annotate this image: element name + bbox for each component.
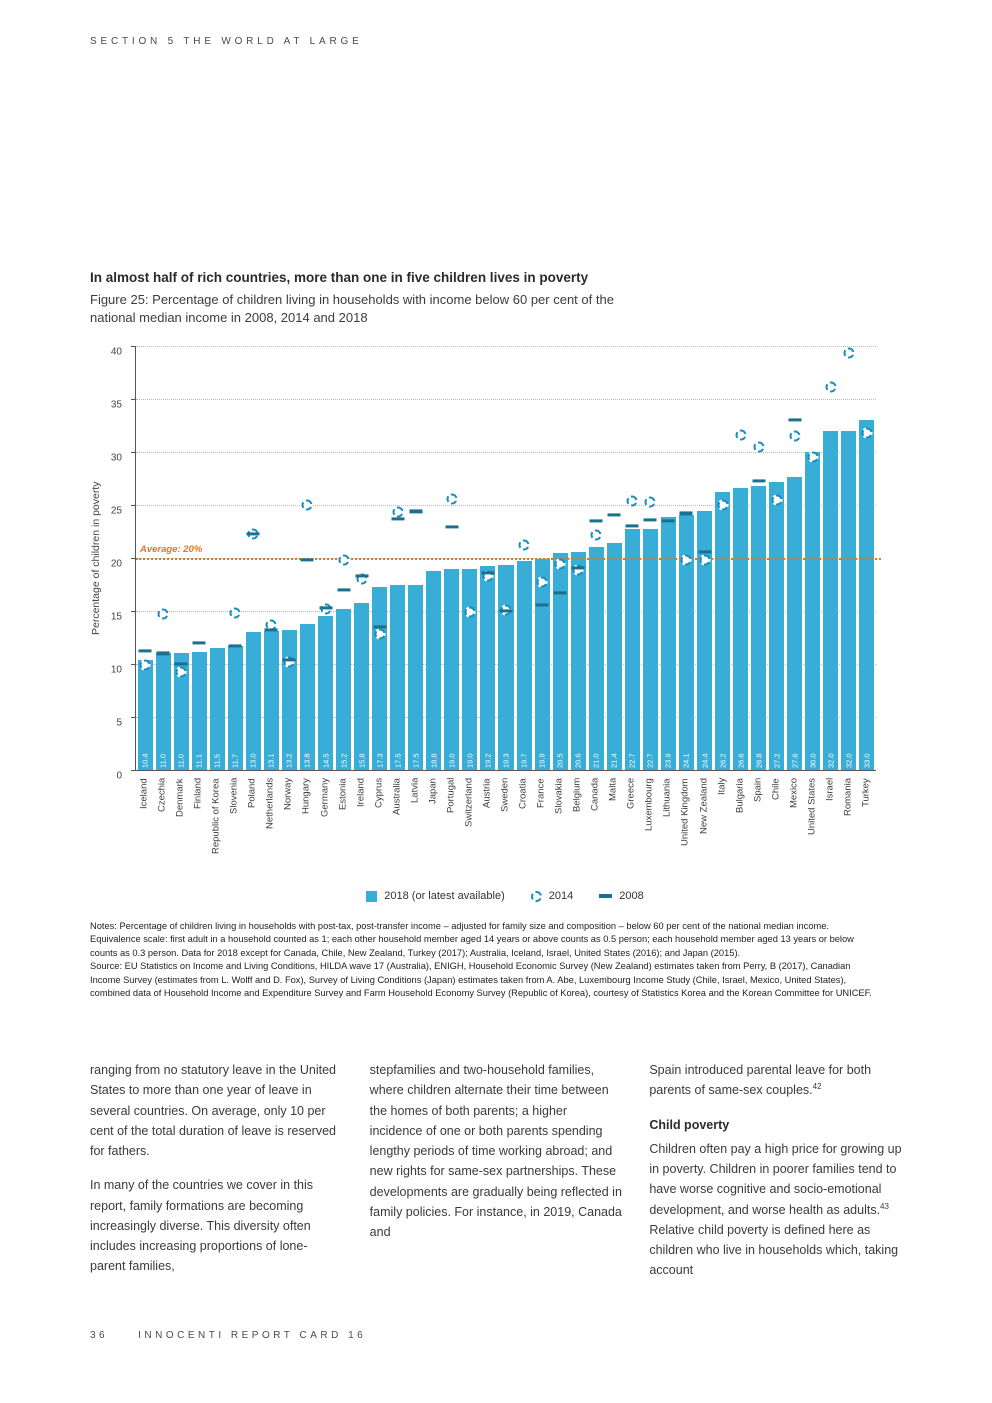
marker-2014 xyxy=(735,430,746,441)
bar-2018 xyxy=(498,565,513,770)
marker-2014 xyxy=(753,441,764,452)
bar-2018 xyxy=(138,660,153,770)
marker-2014 xyxy=(446,493,457,504)
bar-value-label: 32.0 xyxy=(826,753,836,768)
x-axis-label: Lithuania xyxy=(661,778,673,817)
x-axis-label: Malta xyxy=(607,778,619,802)
y-tick-label: 40 xyxy=(110,346,122,358)
average-label: Average: 20% xyxy=(140,544,203,555)
marker-2014 xyxy=(230,608,241,619)
x-axis-label: France xyxy=(535,778,547,808)
bar-value-label: 11.0 xyxy=(158,753,168,768)
bar-value-label: 19.9 xyxy=(537,753,547,768)
ring-marker-icon xyxy=(531,891,542,902)
bar-2018 xyxy=(769,482,784,770)
marker-2014 xyxy=(861,427,872,438)
marker-2014 xyxy=(464,607,475,618)
marker-2008 xyxy=(247,532,260,535)
marker-2008 xyxy=(445,526,458,529)
gridline xyxy=(136,399,876,400)
marker-2008 xyxy=(139,650,152,653)
bar-value-label: 26.8 xyxy=(754,753,764,768)
marker-2008 xyxy=(175,662,188,665)
chart-legend xyxy=(135,890,875,902)
marker-2008 xyxy=(662,519,675,522)
bar-2018 xyxy=(246,632,261,770)
bar-value-label: 22.7 xyxy=(627,753,637,768)
paragraph-text: Spain introduced parental leave for both parents of same-sex couples. xyxy=(649,1063,872,1098)
paragraph: ranging from no statutory leave in the United States to more than one year of leave in several countries. On average, only 10 per cent of the total duration of leave is reserved for fathers. xyxy=(90,1063,336,1158)
bar-2018 xyxy=(264,631,279,770)
marker-2008 xyxy=(572,566,585,569)
marker-2014 xyxy=(627,495,638,506)
y-tick-mark xyxy=(131,346,136,347)
bar-2018 xyxy=(282,630,297,770)
marker-2008 xyxy=(554,591,567,594)
bar-2018 xyxy=(859,420,874,770)
y-tick-mark xyxy=(131,664,136,665)
bar-value-label: 15.8 xyxy=(357,753,367,768)
x-axis-labels xyxy=(135,774,875,896)
bar-value-label: 32.0 xyxy=(844,753,854,768)
y-tick-label: 30 xyxy=(110,452,122,464)
y-axis-tick-labels xyxy=(90,346,130,782)
bar-value-label: 20.5 xyxy=(555,753,565,768)
bar-value-label: 11.1 xyxy=(194,753,204,768)
bar-value-label: 30.0 xyxy=(808,753,818,768)
marker-2014 xyxy=(771,494,782,505)
y-tick-label: 5 xyxy=(116,717,122,729)
bar-2018 xyxy=(679,515,694,770)
marker-2008 xyxy=(265,628,278,631)
bar-value-label: 13.2 xyxy=(284,753,294,768)
paragraph: In many of the countries we cover in this report, family formations are becoming increasingly diverse. This diversity often includes increasing proportions of lone-parent families, xyxy=(90,1178,314,1274)
marker-2008 xyxy=(644,518,657,521)
marker-2008 xyxy=(500,609,513,612)
y-tick-label: 20 xyxy=(110,558,122,570)
bar-value-label: 19.0 xyxy=(465,753,475,768)
bar-2018 xyxy=(715,492,730,770)
legend-label-2014: 2014 xyxy=(548,890,574,902)
bar-2018 xyxy=(517,561,532,770)
bar-2018 xyxy=(733,488,748,770)
bar-value-label: 13.1 xyxy=(266,753,276,768)
bar-value-label: 11.0 xyxy=(176,753,186,768)
marker-2014 xyxy=(374,629,385,640)
x-axis-label: United Kingdom xyxy=(679,778,691,846)
x-axis-label: Latvia xyxy=(409,778,421,804)
bar-2018 xyxy=(408,585,423,771)
bar-value-label: 21.4 xyxy=(609,753,619,768)
bar-2018 xyxy=(462,569,477,770)
x-axis-label: Hungary xyxy=(300,778,312,814)
page-footer xyxy=(90,1330,366,1341)
section-header: SECTION 5 THE WORLD AT LARGE xyxy=(90,36,363,47)
bar-value-label: 27.6 xyxy=(790,753,800,768)
x-axis-label: Mexico xyxy=(788,778,800,809)
bar-value-label: 18.8 xyxy=(429,753,439,768)
y-tick-mark xyxy=(131,611,136,612)
marker-2008 xyxy=(626,525,639,528)
figure-caption: Figure 25: Percentage of children living in households with income below 60 per cent of the national median income in 2008, 2014 and 2018 xyxy=(90,292,614,325)
x-axis-label: Israel xyxy=(824,778,836,802)
marker-2014 xyxy=(302,500,313,511)
marker-2008 xyxy=(301,559,314,562)
marker-2008 xyxy=(355,574,368,577)
bar-2018 xyxy=(787,477,802,770)
paragraph-text: Relative child poverty is defined here as children who live in households which, taking account xyxy=(649,1222,899,1278)
x-axis-label: Spain xyxy=(752,778,764,803)
bar-value-label: 11.5 xyxy=(212,753,222,768)
body-column-1 xyxy=(90,1060,343,1295)
bar-2018 xyxy=(426,571,441,770)
x-axis-label: Slovakia xyxy=(553,778,565,814)
marker-2014 xyxy=(519,540,530,551)
bar-2018 xyxy=(751,486,766,770)
x-axis-label: Norway xyxy=(282,778,294,811)
x-axis-label: Denmark xyxy=(174,778,186,817)
x-axis-label: Netherlands xyxy=(264,778,276,830)
x-axis-label: Finland xyxy=(192,778,204,810)
marker-2014 xyxy=(807,452,818,463)
marker-2014 xyxy=(338,555,349,566)
marker-2014 xyxy=(843,348,854,359)
y-axis-title: Percentage of children in poverty xyxy=(90,481,102,635)
marker-2008 xyxy=(283,658,296,661)
x-axis-label: Ireland xyxy=(355,778,367,808)
marker-2014 xyxy=(158,609,169,620)
marker-2008 xyxy=(752,479,765,482)
bar-value-label: 19.2 xyxy=(483,753,493,768)
page-number: 36 xyxy=(90,1330,109,1341)
footer-text: INNOCENTI REPORT CARD 16 xyxy=(138,1330,367,1341)
legend-item-2018 xyxy=(366,890,504,902)
figure-notes xyxy=(90,920,882,1001)
bar-value-label: 24.4 xyxy=(700,753,710,768)
x-axis-label: Portugal xyxy=(445,778,457,814)
bar-2018 xyxy=(805,452,820,770)
marker-2008 xyxy=(788,419,801,422)
bar-value-label: 17.5 xyxy=(411,753,421,768)
x-axis-label: Germany xyxy=(319,778,330,818)
footnote-ref: 43 xyxy=(880,1201,889,1211)
bar-value-label: 23.9 xyxy=(663,753,673,768)
marker-2008 xyxy=(337,588,350,591)
bar-2018 xyxy=(643,529,658,770)
marker-2008 xyxy=(373,625,386,628)
x-axis-label: Sweden xyxy=(499,778,511,813)
figure-title: In almost half of rich countries, more than one in five children lives in poverty xyxy=(90,270,589,285)
y-tick-mark xyxy=(131,505,136,506)
y-tick-mark xyxy=(131,399,136,400)
marker-2008 xyxy=(409,510,422,513)
y-tick-label: 10 xyxy=(110,664,122,676)
x-axis-label: Switzerland xyxy=(463,778,475,828)
bar-2018 xyxy=(372,587,387,770)
x-axis-label: Bulgaria xyxy=(734,778,746,813)
legend-label-2008: 2008 xyxy=(619,890,644,902)
bar-2018 xyxy=(336,609,351,770)
bar-2018 xyxy=(661,517,676,770)
bar-2018 xyxy=(625,529,640,770)
x-axis-label: Turkey xyxy=(860,778,872,807)
marker-2008 xyxy=(590,519,603,522)
bar-value-label: 17.3 xyxy=(375,753,385,768)
bar-2018 xyxy=(192,652,207,770)
bar-2018 xyxy=(841,431,856,770)
legend-item-2014 xyxy=(531,890,573,902)
bar-value-label: 24.1 xyxy=(681,753,691,768)
bar-swatch-icon xyxy=(366,891,377,902)
x-axis-label: Australia xyxy=(391,778,403,815)
y-tick-mark xyxy=(131,452,136,453)
dash-marker-icon xyxy=(599,894,612,897)
x-axis-label: Estonia xyxy=(337,778,349,810)
paragraph xyxy=(649,1060,902,1101)
bar-2018 xyxy=(300,624,315,770)
x-axis-label: Republic of Korea xyxy=(210,778,222,854)
bar-value-label: 15.2 xyxy=(339,753,349,768)
x-axis-label: Chile xyxy=(770,778,782,800)
marker-2014 xyxy=(176,667,187,678)
marker-2014 xyxy=(140,660,151,671)
bar-2018 xyxy=(318,616,333,770)
bar-2018 xyxy=(210,648,225,770)
legend-item-2008 xyxy=(599,890,643,902)
y-tick-mark xyxy=(131,717,136,718)
bar-value-label: 13.8 xyxy=(302,753,312,768)
child-poverty-chart xyxy=(90,340,900,918)
x-axis-label: Luxembourg xyxy=(643,778,655,831)
source-text: Source: EU Statistics on Income and Living Conditions, HILDA wave 17 (Australia), ENIGH, Household Economic Survey (New Zealand) estimates taken from Perry, B (2017), Canadian Income Survey (estimates from L. Wolff and D. Fox), Survey of Living Conditions (Japan) estimates taken from A. Abe, Luxembourg Income Study (Chile, Israel, Mexico, United States), combined data of Household Income and Expenditure Survey and Farm Household Economy Survey (Republic of Korea), courtesy of Statistics Korea and the Korean Committee for UNICEF. xyxy=(90,961,872,999)
bar-2018 xyxy=(607,543,622,770)
marker-2008 xyxy=(680,512,693,515)
footnote-ref: 42 xyxy=(812,1082,822,1092)
bar-value-label: 17.5 xyxy=(393,753,403,768)
marker-2014 xyxy=(681,555,692,566)
body-column-2 xyxy=(370,1060,623,1295)
marker-2008 xyxy=(319,606,332,609)
x-axis-label: Cyprus xyxy=(373,778,385,809)
bar-2018 xyxy=(480,566,495,770)
bar-2018 xyxy=(589,547,604,770)
bar-value-label: 21.0 xyxy=(591,753,601,768)
y-tick-label: 15 xyxy=(110,611,122,623)
bar-2018 xyxy=(553,553,568,770)
bar-value-label: 27.2 xyxy=(772,753,782,768)
bar-2018 xyxy=(354,603,369,770)
marker-2008 xyxy=(698,550,711,553)
bar-value-label: 26.2 xyxy=(718,753,728,768)
y-tick-mark xyxy=(131,770,136,771)
bar-2018 xyxy=(444,569,459,770)
x-axis-label: Croatia xyxy=(517,778,529,809)
gridline xyxy=(136,346,876,347)
x-axis-label: Greece xyxy=(625,778,637,810)
paragraph: stepfamilies and two-household families, where children alternate their time between the homes of both parents; a higher incidence of one or both parents spending lengthy periods of time working abroad; and new rights for same-sex partnerships. These developments are gradually being reflected in family policies. For instance, in 2019, Canada and xyxy=(369,1063,622,1239)
bar-value-label: 22.7 xyxy=(645,753,655,768)
chart-plot-area xyxy=(135,346,876,771)
average-line xyxy=(136,558,881,560)
bar-2018 xyxy=(390,585,405,771)
x-axis-label: Canada xyxy=(589,778,601,812)
marker-2008 xyxy=(157,652,170,655)
y-tick-label: 35 xyxy=(110,399,122,411)
bar-value-label: 20.6 xyxy=(573,753,583,768)
bar-value-label: 10.4 xyxy=(140,753,150,768)
bar-2018 xyxy=(228,646,243,770)
bar-value-label: 19.3 xyxy=(501,753,511,768)
marker-2008 xyxy=(391,517,404,520)
x-axis-label: Austria xyxy=(481,778,493,808)
bar-value-label: 14.5 xyxy=(321,753,330,768)
marker-2008 xyxy=(229,644,242,647)
y-tick-label: 0 xyxy=(116,770,122,782)
x-axis-label: United States xyxy=(806,778,818,836)
marker-2014 xyxy=(717,500,728,511)
marker-2008 xyxy=(608,513,621,516)
x-axis-label: New Zealand xyxy=(698,778,710,834)
x-axis-label: Romania xyxy=(842,778,854,817)
bar-value-label: 19.0 xyxy=(447,753,457,768)
marker-2008 xyxy=(481,571,494,574)
legend-label-2018: 2018 (or latest available) xyxy=(384,890,505,902)
paragraph xyxy=(649,1139,902,1281)
marker-2014 xyxy=(825,382,836,393)
bar-value-label: 26.6 xyxy=(736,753,746,768)
marker-2014 xyxy=(537,577,548,588)
x-axis-label: Italy xyxy=(716,778,728,796)
bar-2018 xyxy=(156,653,171,770)
x-axis-label: Czechia xyxy=(156,778,168,813)
gridline xyxy=(136,452,876,453)
x-axis-label: Japan xyxy=(427,778,439,804)
bar-2018 xyxy=(535,559,550,770)
bar-2018 xyxy=(571,552,586,770)
body-column-3 xyxy=(649,1060,902,1295)
marker-2014 xyxy=(591,529,602,540)
marker-2008 xyxy=(193,641,206,644)
body-text xyxy=(90,1060,902,1295)
notes-text: Notes: Percentage of children living in households with post-tax, post-transfer income – adjusted for family size and composition – below 60 per cent of the national median income. Equivalence scale: first adult in a household counted as 1; each other household member aged 14 years or above counts as 0.5 person; each household member aged 13 years or below counts as 0.3 person. Data for 2018 except for Canada, Chile, New Zealand, Turkey (2017); Australia, Iceland, Israel, United States (2016); and Japan (2015). xyxy=(90,921,854,958)
x-axis-label: Poland xyxy=(246,778,258,808)
marker-2014 xyxy=(645,496,656,507)
bar-value-label: 11.7 xyxy=(230,753,240,768)
bar-value-label: 33.0 xyxy=(862,753,872,768)
subheading-child-poverty: Child poverty xyxy=(649,1117,730,1132)
marker-2014 xyxy=(699,555,710,566)
paragraph-text: Children often pay a high price for growing up in poverty. Children in poorer families tend to have worse cognitive and socio-emotional development, and worse health as adults. xyxy=(649,1141,902,1217)
y-tick-label: 25 xyxy=(110,505,122,517)
bar-value-label: 13.0 xyxy=(248,753,258,768)
x-axis-label: Iceland xyxy=(138,778,150,809)
marker-2014 xyxy=(789,431,800,442)
x-axis-label: Slovenia xyxy=(228,778,240,815)
bar-value-label: 19.7 xyxy=(519,753,529,768)
bar-2018 xyxy=(823,431,838,770)
x-axis-label: Belgium xyxy=(571,778,583,813)
marker-2008 xyxy=(536,603,549,606)
marker-2014 xyxy=(555,559,566,570)
